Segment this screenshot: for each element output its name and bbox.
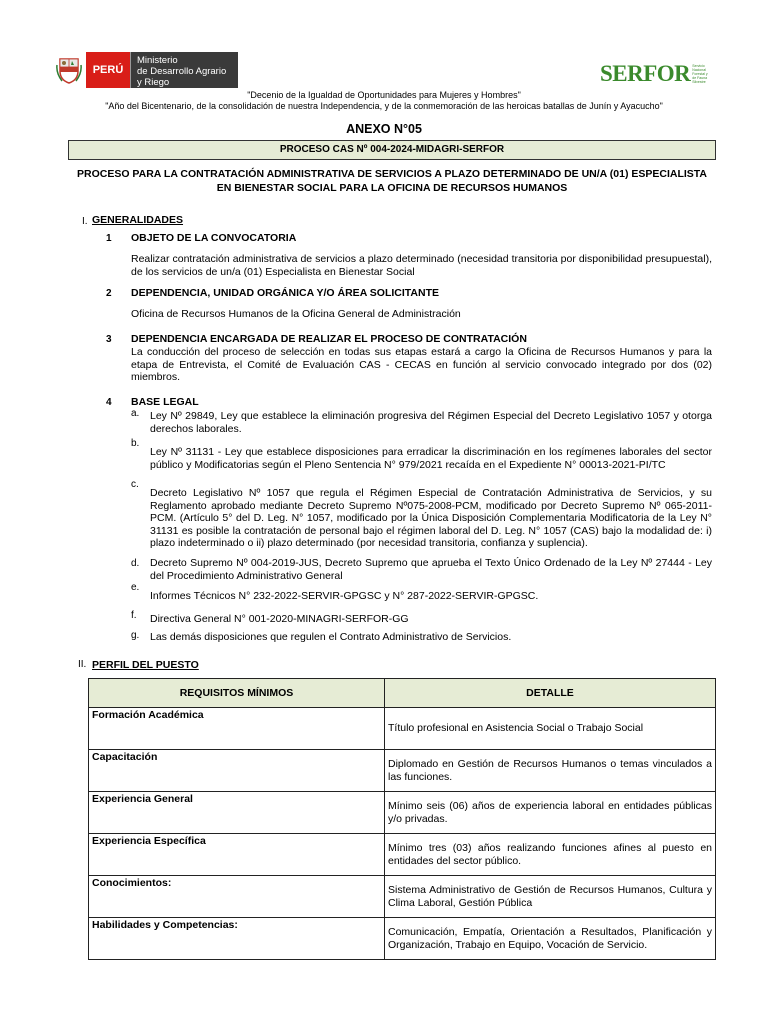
base-legal-d-letter: d.	[131, 558, 140, 569]
item-3-text: La conducción del proceso de selección en todas sus etapas estará a cargo la Oficina de Recursos Humanos y para la etapa de Entrevista, el Comité de Evaluación CAS - CECAS en función al servicio convocado integrado por dos (02) miembros.	[131, 346, 712, 383]
base-legal-b-letter: b.	[131, 438, 140, 449]
column-header: REQUISITOS MÍNIMOS	[89, 679, 385, 708]
item-3-number: 3	[106, 334, 112, 345]
proceso-cas-box: PROCESO CAS Nº 004-2024-MIDAGRI-SERFOR	[68, 140, 716, 160]
serfor-logo	[600, 60, 708, 88]
detail-cell: Diplomado en Gestión de Recursos Humanos o temas vinculados a las funciones.	[385, 750, 716, 792]
item-2-number: 2	[106, 288, 112, 299]
peru-coat-of-arms-icon	[52, 52, 86, 88]
base-legal-d-text: Decreto Supremo Nº 004-2019-JUS, Decreto Supremo que aprueba el Texto Único Ordenado de la Ley Nº 27444 - Ley del Procedimiento Administrativo General	[150, 557, 712, 582]
section-2-title: PERFIL DEL PUESTO	[92, 659, 199, 671]
requirement-cell: Habilidades y Competencias:	[89, 918, 385, 960]
item-2-title: DEPENDENCIA, UNIDAD ORGÁNICA Y/O ÁREA SOLICITANTE	[131, 287, 440, 299]
base-legal-a-text: Ley Nº 29849, Ley que establece la eliminación progresiva del Régimen Especial del Decreto Legislativo 1057 y otorga derechos laborales.	[150, 410, 712, 435]
detail-cell: Mínimo tres (03) años realizando funciones afines al puesto en entidades del sector público.	[385, 834, 716, 876]
detail-cell: Mínimo seis (06) años de experiencia laboral en entidades públicas y/o privadas.	[385, 792, 716, 834]
item-1-title: OBJETO DE LA CONVOCATORIA	[131, 232, 297, 244]
item-1-text: Realizar contratación administrativa de servicios a plazo determinado (necesidad transitoria por disponibilidad presupuestal), de los servicios de un/a (01) Especialista en Bienestar Social	[131, 253, 712, 278]
item-2-text: Oficina de Recursos Humanos de la Oficina General de Administración	[131, 308, 461, 320]
serfor-wordmark: SERFOR	[600, 61, 691, 86]
process-title: PROCESO PARA LA CONTRATACIÓN ADMINISTRATIVA DE SERVICIOS A PLAZO DETERMINADO DE UN/A (01) ESPECIALISTA EN BIENESTAR SOCIAL PARA LA OFICINA DE RECURSOS HUMANOS	[76, 168, 708, 194]
table-header-row	[89, 679, 716, 708]
requirement-cell: Experiencia General	[89, 792, 385, 834]
base-legal-f-text: Directiva General N° 001-2020-MINAGRI-SERFOR-GG	[150, 613, 409, 625]
base-legal-e-text: Informes Técnicos N° 232-2022-SERVIR-GPGSC y N° 287-2022-SERVIR-GPGSC.	[150, 590, 539, 602]
table-row	[89, 876, 716, 918]
column-header: DETALLE	[385, 679, 716, 708]
motto-bicentenario: "Año del Bicentenario, de la consolidación de nuestra Independencia, y de la conmemoración de las heroicas batallas de Junín y Ayacucho"	[105, 101, 663, 111]
detail-cell: Comunicación, Empatía, Orientación a Resultados, Planificación y Organización, Trabajo en Equipo, Vocación de Servicio.	[385, 918, 716, 960]
base-legal-g-text: Las demás disposiciones que regulen el Contrato Administrativo de Servicios.	[150, 631, 512, 643]
item-4-number: 4	[106, 397, 112, 408]
base-legal-f-letter: f.	[131, 610, 137, 621]
peru-label: PERÚ	[86, 52, 130, 88]
table-row	[89, 792, 716, 834]
ministry-label: Ministerio de Desarrollo Agrario y Riego	[130, 52, 238, 88]
serfor-subtitle: Servicio Nacional Forestal y de Fauna Silvestre	[692, 64, 708, 84]
table-row	[89, 708, 716, 750]
section-1-number: I.	[82, 216, 88, 227]
detail-cell: Título profesional en Asistencia Social o Trabajo Social	[385, 708, 716, 750]
item-4-title: BASE LEGAL	[131, 396, 199, 408]
item-1-number: 1	[106, 233, 112, 244]
base-legal-c-text: Decreto Legislativo Nº 1057 que regula el Régimen Especial de Contratación Administrativa de Servicios, y su Reglamento aprobado mediante Decreto Supremo Nº075-2008-PCM, modificado por Decreto Supremo Nº 065-2011-PCM. (Artículo 5° del D. Leg. N° 1057, modificado por la Única Disposición Complementaria Modificatoria de la Ley N° 31131 es posible la contratación de personal bajo el régimen laboral del D. Leg. N° 1057 (CAS) bajo la modalidad de: i) plazo indeterminado o ii) plazo determinado (por necesidad transitoria, confianza y suplencia).	[150, 487, 712, 549]
base-legal-b-text: Ley Nº 31131 - Ley que establece disposiciones para erradicar la discriminación en los regímenes laborales del sector público y Modificatorias según el Pleno Sentencia N° 979/2021 recaída en el Expediente N° 00013-2021-PI/TC	[150, 446, 712, 471]
base-legal-g-letter: g.	[131, 630, 140, 641]
section-1-title: GENERALIDADES	[92, 214, 184, 226]
minagri-logo	[52, 52, 238, 88]
requirement-cell: Experiencia Específica	[89, 834, 385, 876]
item-3-title: DEPENDENCIA ENCARGADA DE REALIZAR EL PROCESO DE CONTRATACIÓN	[131, 333, 527, 345]
requirement-cell: Formación Académica	[89, 708, 385, 750]
table-row	[89, 834, 716, 876]
base-legal-a-letter: a.	[131, 408, 140, 419]
requirement-cell: Conocimientos:	[89, 876, 385, 918]
anexo-title: ANEXO N°05	[346, 122, 422, 136]
base-legal-e-letter: e.	[131, 582, 140, 593]
motto-decenio: "Decenio de la Igualdad de Oportunidades para Mujeres y Hombres"	[247, 90, 521, 100]
table-row	[89, 918, 716, 960]
section-2-number: II.	[78, 659, 87, 670]
perfil-table	[88, 678, 716, 960]
base-legal-c-letter: c.	[131, 479, 139, 490]
requirement-cell: Capacitación	[89, 750, 385, 792]
detail-cell: Sistema Administrativo de Gestión de Recursos Humanos, Cultura y Clima Laboral, Gestión Pública	[385, 876, 716, 918]
table-row	[89, 750, 716, 792]
